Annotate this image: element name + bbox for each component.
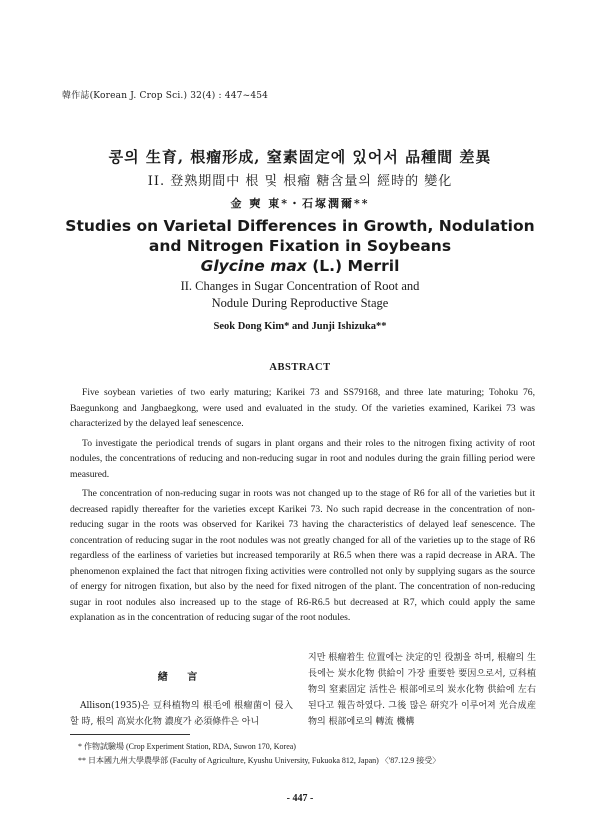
english-subtitle-line-1: II. Changes in Sugar Concentration of Root and (180, 279, 420, 293)
abstract-paragraph: Five soybean varieties of two early maturing; Karikei 73 and SS79168, and three late maturing; Tohoku 76, Baegunkong and Jangbaegkong, were used and evaluated in the study. Of the varieties examined, Karikei 73 was characterized by the delayed leaf senescence. (70, 387, 535, 429)
species-authority: (L.) Merril (306, 257, 400, 275)
abstract-paragraph: The concentration of non-reducing sugar in roots was not changed up to the stage of R6 for all of the varieties but it decreased rapidly thereafter for the varieties except Karikei 73. No such rapid decrease in the concentration of non-reducing sugar in the roots was observed for Karikei 73 having the characteristics of delayed leaf senescence. The concentration of reducing sugar in the root nodules was not greatly changed for all of the varieties up to the stage of R6 regardless of the earliness of varieties but increased temporarily at R6.5 when there was a rapid decrease in ARA. The phenomenon explained the fact that nitrogen fixing activities were controlled not only by supplying sugars as the source of energy for nitrogen fixation, but also by the need for fixed nitrogen of the plant. The concentration of non-reducing sugar in root nodules also increased up to the stage of R6-R6.5 but decreased at R7, which could apply the same explanation as in the concentration of reducing sugar of the root nodules. (70, 488, 535, 623)
intro-right-column (308, 650, 536, 730)
english-title (0, 216, 600, 276)
page-number: - 447 - (286, 793, 314, 804)
footnote-1: * 作物試驗場 (Crop Experiment Station, RDA, Suwon 170, Korea) (78, 742, 296, 751)
footnote-2: ** 日本國九州大學農學部 (Faculty of Agriculture, Kyushu University, Fukuoka 812, Japan) 〈'87.12.9 接受〉 (78, 756, 441, 765)
species-name: Glycine max (200, 257, 307, 275)
korean-subtitle: II. 登熟期間中 根 및 根瘤 糖含量의 經時的 變化 (147, 174, 453, 189)
footnote-divider (70, 734, 190, 735)
english-title-line-3 (0, 256, 600, 276)
intro-left-column (70, 670, 293, 730)
english-subtitle-line-2: Nodule During Reproductive Stage (211, 296, 389, 310)
english-title-line-2: and Nitrogen Fixation in Soybeans (148, 237, 452, 255)
abstract-paragraph: To investigate the periodical trends of sugars in plant organs and their roles to the nitrogen fixing activity of root nodules, the concentrations of reducing and non-reducing sugar in root and nodules during the grain filling period were measured. (70, 437, 535, 480)
intro-left-text: Allison(1935)은 豆科植物의 根毛에 根瘤菌이 侵入할 時, 根의 高炭水化物 濃度가 必須條件은 아니 (70, 701, 293, 727)
abstract-body (70, 385, 535, 630)
intro-right-text: 지만 根瘤着生 位置에는 決定的인 役割을 하며, 根瘤의 生長에는 炭水化物 供給이 가장 重要한 要因으로서, 豆科植物의 窒素固定 活性은 根部에로의 炭水化物 供給에 左右된다고 報告하였다. 그後 많은 研究가 이루어져 光合成産物의 根部에로의 轉流 機構 (308, 653, 536, 727)
journal-reference: 韓作誌(Korean J. Crop Sci.) 32(4) : 447~454 (62, 91, 269, 101)
english-subtitle (0, 278, 600, 312)
korean-title: 콩의 生育, 根瘤形成, 窒素固定에 있어서 品種間 差異 (108, 148, 492, 166)
english-title-line-1: Studies on Varietal Differences in Growth, Nodulation (65, 217, 535, 235)
abstract-heading: ABSTRACT (269, 362, 331, 373)
english-authors: Seok Dong Kim* and Junji Ishizuka** (213, 321, 387, 332)
intro-heading: 緖 言 (157, 672, 206, 683)
korean-authors: 金 奭 東*・石塚潤爾** (230, 197, 370, 210)
